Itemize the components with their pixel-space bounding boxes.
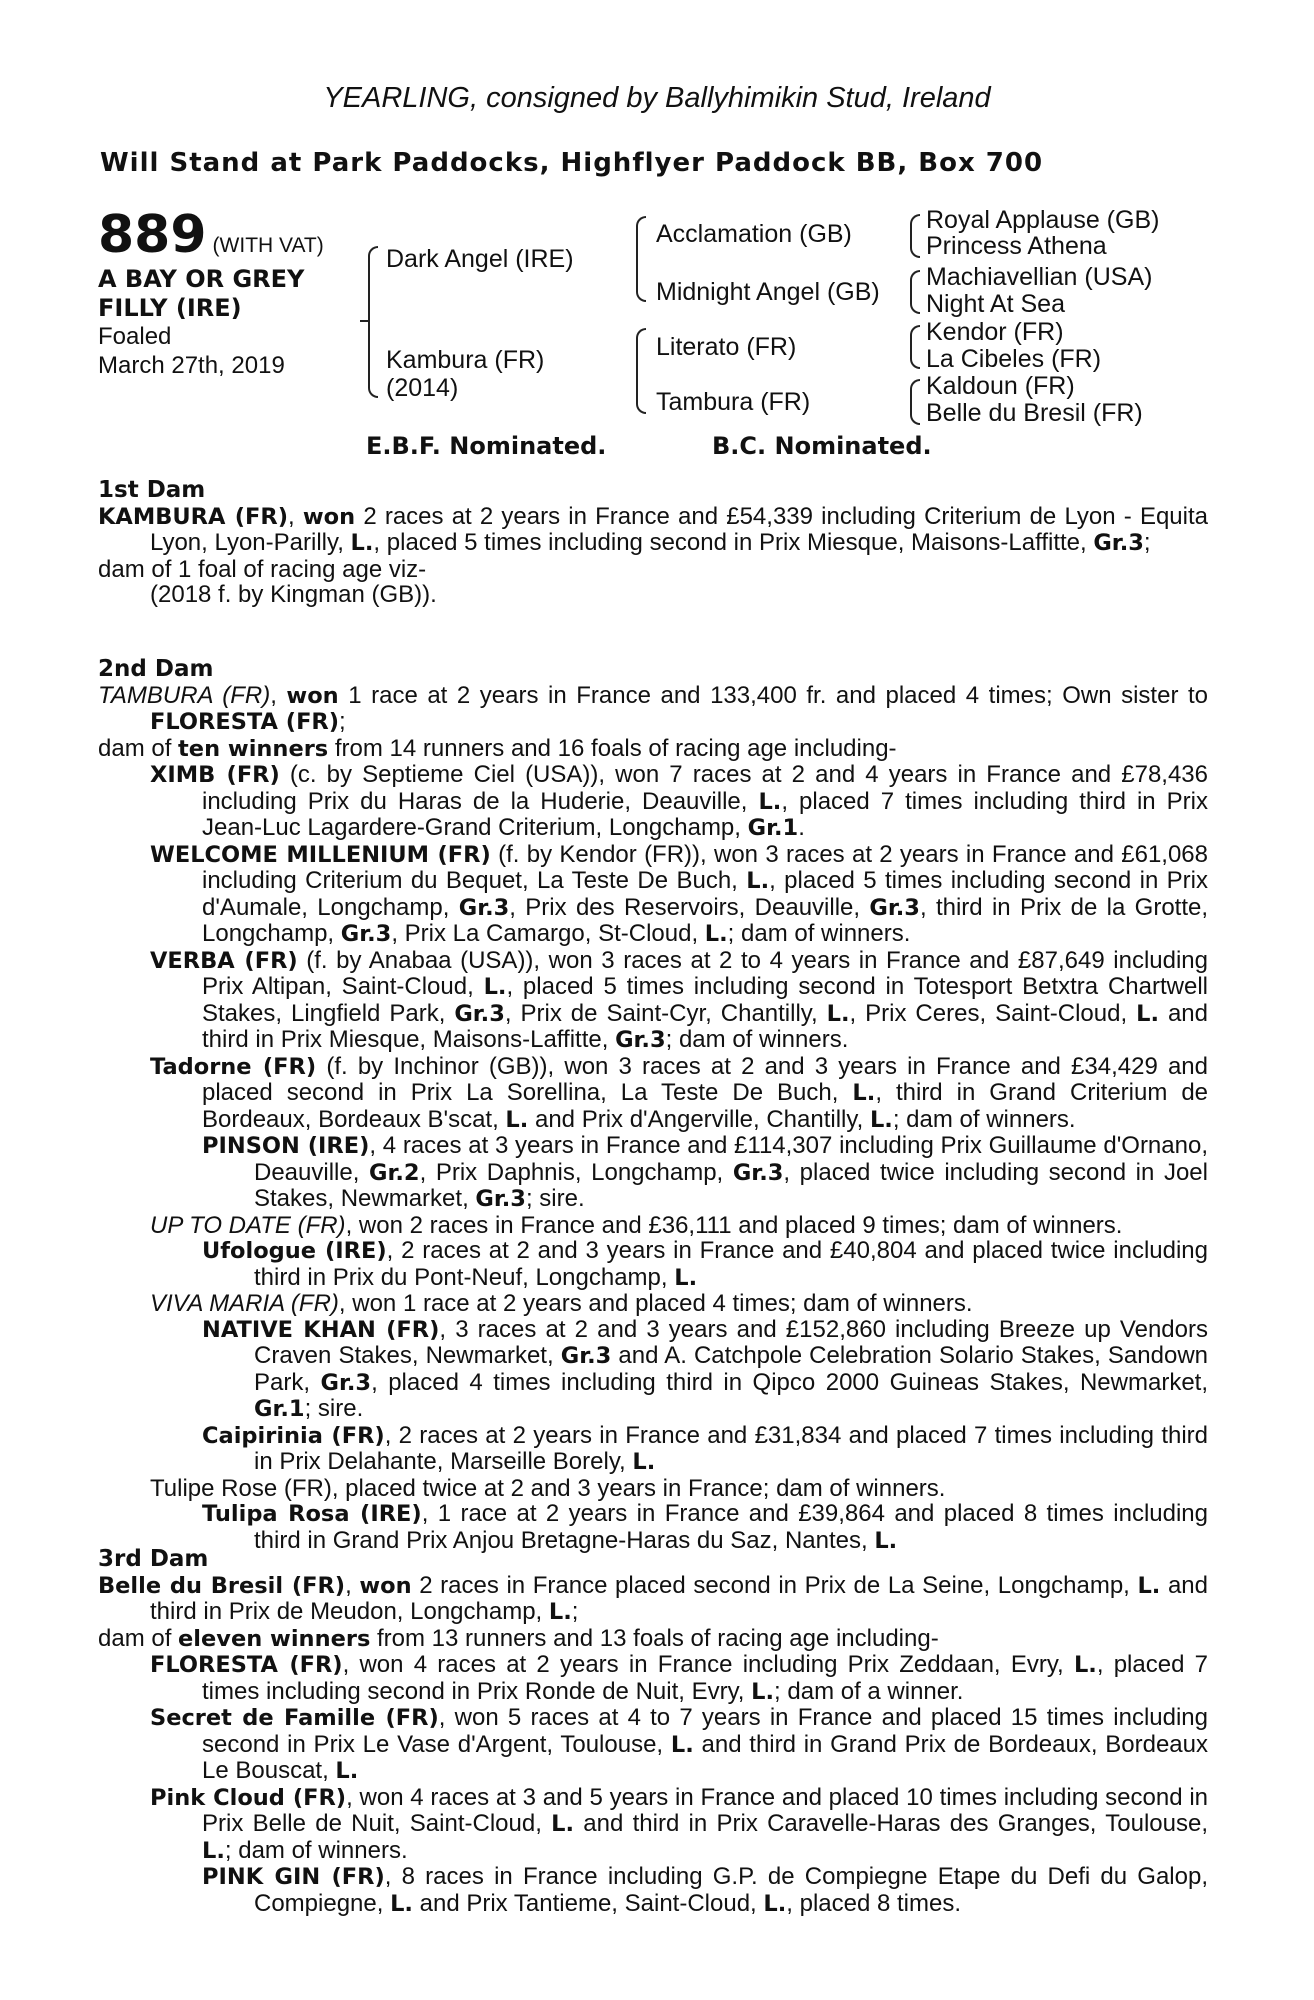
progeny-welcome-millenium: WELCOME MILLENIUM (FR) (f. by Kendor (FR)), won 3 races at 2 years in France and £61,068 including Criterium du Bequet, La Teste De Buch, L., placed 5 times including second in Prix d'Aumale, Longchamp, Gr.3, Prix des Reservoirs, Deauville, Gr.3, third in Prix de la Grotte, Longchamp, Gr.3, Prix La Camargo, St-Cloud, L.; dam of winners. bbox=[150, 840, 1209, 947]
progeny-native-khan: NATIVE KHAN (FR), 3 races at 2 and 3 years and £152,860 including Breeze up Vendors Craven Stakes, Newmarket, Gr.3 and A. Catchpole Celebration Solario Stakes, Sandown Park, Gr.3, placed 4 times including third in Qipco 2000 Guineas Stakes, Newmarket, Gr.1; sire. bbox=[202, 1315, 1209, 1422]
third-dam-produce-summary: dam of eleven winners from 13 runners and 13 foals of racing age including- bbox=[98, 1624, 939, 1652]
great-grandparent-1: Royal Applause (GB) bbox=[926, 206, 1160, 234]
great-grandparent-4: Night At Sea bbox=[926, 290, 1065, 318]
progeny-pink-gin: PINK GIN (FR), 8 races in France including G.P. de Compiegne Etape du Defi du Galop, Compiegne, L. and Prix Tantieme, Saint-Cloud, L., placed 8 times. bbox=[202, 1863, 1208, 1917]
great-grandparent-6: La Cibeles (FR) bbox=[926, 345, 1102, 373]
progeny-tulipe-rose: Tulipe Rose (FR), placed twice at 2 and 3 years in France; dam of winners. bbox=[150, 1474, 946, 1502]
consignment-line: YEARLING, consigned by Ballyhimikin Stud, Ireland bbox=[323, 82, 991, 114]
dam-dam: Tambura (FR) bbox=[656, 388, 811, 416]
first-dam-foals: dam of 1 foal of racing age viz- bbox=[98, 555, 427, 583]
lot-description-line2: FILLY (IRE) bbox=[98, 294, 242, 322]
progeny-pink-cloud: Pink Cloud (FR), won 4 races at 3 and 5 years in France and placed 10 times including second in Prix Belle de Nuit, Saint-Cloud, L. and third in Prix Caravelle-Haras des Granges, Toulouse, L.; dam of winners. bbox=[150, 1783, 1208, 1864]
great-grandparent-8: Belle du Bresil (FR) bbox=[926, 399, 1143, 427]
sire-dam: Midnight Angel (GB) bbox=[656, 278, 880, 306]
stand-location: Will Stand at Park Paddocks, Highflyer Paddock BB, Box 700 bbox=[100, 148, 1044, 178]
progeny-tulipa-rosa: Tulipa Rosa (IRE), 1 race at 2 years in France and £39,864 and placed 8 times including third in Grand Prix Anjou Bretagne-Haras du Saz, Nantes, L. bbox=[202, 1500, 1208, 1554]
first-dam-section bbox=[98, 478, 1208, 608]
progeny-ximb: XIMB (FR) (c. by Septieme Ciel (USA)), won 7 races at 2 and 4 years in France and £78,436 including Prix du Haras de la Huderie, Deauville, L., placed 7 times including third in Prix Jean-Luc Lagardere-Grand Criterium, Longchamp, Gr.1. bbox=[150, 761, 1208, 841]
third-dam-heading: 3rd Dam bbox=[98, 1546, 209, 1572]
progeny-secret-de-famille: Secret de Famille (FR), won 5 races at 4 to 7 years in France and placed 15 times including second in Prix Le Vase d'Argent, Toulouse, L. and third in Grand Prix de Bordeaux, Bordeaux Le Bouscat, L. bbox=[150, 1704, 1209, 1784]
progeny-floresta: FLORESTA (FR), won 4 races at 2 years in France including Prix Zeddaan, Evry, L., placed 7 times including second in Prix Ronde de Nuit, Evry, L.; dam of a winner. bbox=[150, 1651, 1208, 1705]
lot-number: 889 bbox=[98, 205, 207, 265]
grandsire-brace-3 bbox=[910, 325, 920, 369]
dam-brace bbox=[636, 328, 646, 414]
great-grandparent-3: Machiavellian (USA) bbox=[926, 263, 1153, 291]
dam: Kambura (FR) bbox=[386, 346, 545, 374]
sire-sire: Acclamation (GB) bbox=[656, 220, 852, 248]
foaled-info bbox=[98, 322, 285, 380]
progeny-viva-maria: VIVA MARIA (FR), won 1 race at 2 years and placed 4 times; dam of winners. bbox=[150, 1290, 973, 1317]
progeny-up-to-date: UP TO DATE (FR), won 2 races in France and £36,111 and placed 9 times; dam of winners. bbox=[150, 1211, 1123, 1239]
lot-number-block bbox=[98, 205, 324, 265]
grandsire-brace-4 bbox=[910, 379, 920, 425]
lot-description bbox=[98, 265, 304, 323]
great-grandparent-5: Kendor (FR) bbox=[926, 318, 1064, 346]
bc-nominated: B.C. Nominated. bbox=[712, 432, 932, 460]
dam-year: (2014) bbox=[386, 374, 459, 402]
foaled-date: March 27th, 2019 bbox=[98, 352, 285, 379]
ebf-nominated: E.B.F. Nominated. bbox=[366, 432, 607, 460]
pedigree-brace-tick bbox=[360, 320, 368, 322]
great-grandparent-2: Princess Athena bbox=[926, 232, 1107, 260]
progeny-verba: VERBA (FR) (f. by Anabaa (USA)), won 3 races at 2 to 4 years in France and £87,649 including Prix Altipan, Saint-Cloud, L., placed 5 times including second in Totesport Betxtra Chartwell Stakes, Lingfield Park, Gr.3, Prix de Saint-Cyr, Chantilly, L., Prix Ceres, Saint-Cloud, L. and third in Prix Miesque, Maisons-Laffitte, Gr.3; dam of winners. bbox=[150, 946, 1208, 1053]
second-dam-section bbox=[98, 657, 1208, 1554]
sire-brace bbox=[636, 216, 646, 302]
great-grandparent-7: Kaldoun (FR) bbox=[926, 372, 1075, 400]
dam-sire: Literato (FR) bbox=[656, 333, 797, 361]
progeny-tadorne: Tadorne (FR) (f. by Inchinor (GB)), won 3 races at 2 and 3 years in France and £34,429 and placed second in Prix La Sorellina, La Teste De Buch, L., third in Grand Criterium de Bordeaux, Bordeaux B'scat, L. and Prix d'Angerville, Chantilly, L.; dam of winners. bbox=[150, 1052, 1209, 1133]
progeny-ufologue: Ufologue (IRE), 2 races at 2 and 3 years in France and £40,804 and placed twice including third in Prix du Pont-Neuf, Longchamp, L. bbox=[202, 1237, 1209, 1291]
pedigree-brace bbox=[368, 246, 378, 398]
third-dam-section bbox=[98, 1547, 1208, 1917]
grandsire-brace-2 bbox=[910, 270, 920, 314]
grandsire-brace-1 bbox=[910, 214, 920, 258]
third-dam-record: Belle du Bresil (FR), won 2 races in France placed second in Prix de La Seine, Longchamp, L. and third in Prix de Meudon, Longchamp, L.; bbox=[98, 1571, 1208, 1625]
vat-label: (WITH VAT) bbox=[212, 234, 324, 257]
foaled-label: Foaled bbox=[98, 323, 172, 350]
second-dam-record: TAMBURA (FR), won 1 race at 2 years in France and 133,400 fr. and placed 4 times; Own sister to FLORESTA (FR); bbox=[98, 681, 1208, 735]
lot-description-line1: A BAY OR GREY bbox=[98, 265, 305, 293]
progeny-pinson: PINSON (IRE), 4 races at 3 years in France and £114,307 including Prix Guillaume d'Ornano, Deauville, Gr.2, Prix Daphnis, Longchamp, Gr.3, placed twice including second in Joel Stakes, Newmarket, Gr.3; sire. bbox=[202, 1132, 1208, 1212]
second-dam-heading: 2nd Dam bbox=[98, 656, 214, 682]
first-dam-record: KAMBURA (FR), won 2 races at 2 years in France and £54,339 including Criterium de Lyon - Equita Lyon, Lyon-Parilly, L., placed 5 times including second in Prix Miesque, Maisons-Laffitte, Gr.3; bbox=[98, 502, 1209, 556]
first-dam-foal-1: (2018 f. by Kingman (GB)). bbox=[150, 581, 437, 608]
sire: Dark Angel (IRE) bbox=[386, 245, 574, 273]
first-dam-heading: 1st Dam bbox=[98, 477, 206, 503]
progeny-caipirinia: Caipirinia (FR), 2 races at 2 years in France and £31,834 and placed 7 times including third in Prix Delahante, Marseille Borely, L. bbox=[202, 1421, 1208, 1475]
second-dam-produce-summary: dam of ten winners from 14 runners and 16 foals of racing age including- bbox=[98, 734, 897, 762]
